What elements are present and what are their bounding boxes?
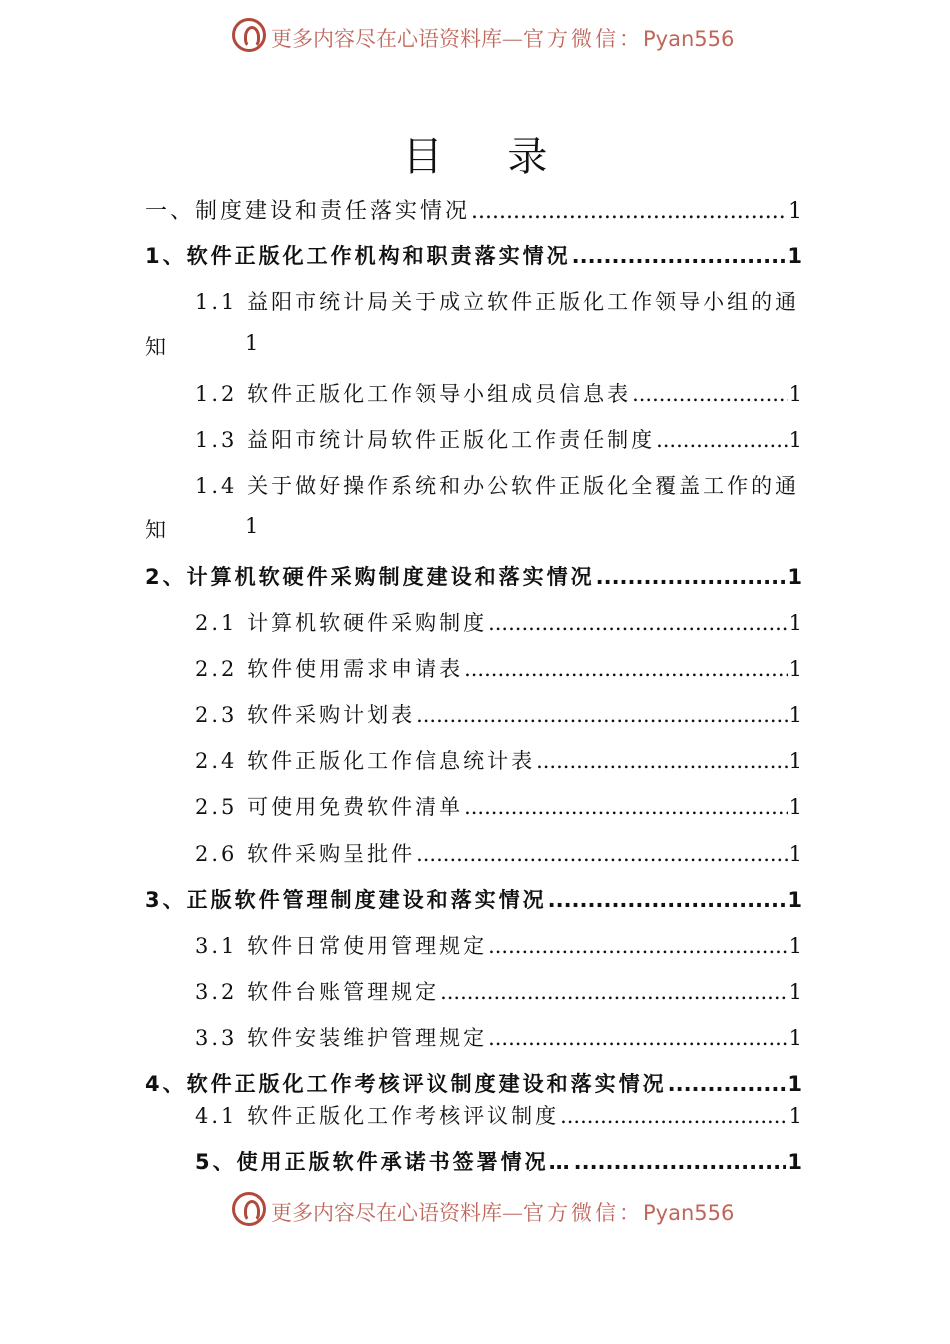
toc-entry[interactable]: 3.1 软件日常使用管理规定 ..... 1: [195, 930, 805, 960]
logo-icon: [232, 18, 266, 52]
watermark-id: Pyan556: [643, 1201, 735, 1225]
watermark-wechat-label: 官方微信：: [523, 27, 643, 51]
watermark-text: 更多内容尽在心语资料库: [271, 1201, 502, 1225]
toc-entry[interactable]: 3.3 软件安装维护管理规定 ..... 1: [195, 1022, 805, 1052]
logo-icon: [232, 1192, 266, 1226]
toc-entry[interactable]: 3、正版软件管理制度建设和落实情况 ..... 1: [145, 884, 805, 914]
toc-entry[interactable]: 4.1 软件正版化工作考核评议制度 ..... 1: [195, 1100, 805, 1130]
toc-entry[interactable]: 2.3 软件采购计划表 ..... 1: [195, 699, 805, 729]
toc-entry[interactable]: 2.5 可使用免费软件清单 ..... 1: [195, 791, 805, 821]
toc-entry[interactable]: 5、使用正版软件承诺书签署情况… ..... 1: [195, 1146, 805, 1176]
toc-entry[interactable]: 1.4 关于做好操作系统和办公软件正版化全覆盖工作的通: [195, 474, 800, 498]
watermark-header: [0, 16, 950, 56]
watermark-separator: —: [502, 27, 523, 51]
watermark-wechat-label: 官方微信：: [523, 1201, 643, 1225]
toc-entry[interactable]: 1、软件正版化工作机构和职责落实情况 ..... 1: [145, 240, 805, 270]
toc-entry[interactable]: 2.1 计算机软硬件采购制度 ..... 1: [195, 607, 805, 637]
toc-entry[interactable]: 1.1 益阳市统计局关于成立软件正版化工作领导小组的通: [195, 290, 800, 314]
toc-entry-page: 1: [245, 331, 262, 355]
toc-entry-page: 1: [245, 514, 262, 538]
toc-entry[interactable]: 2.4 软件正版化工作信息统计表 ..... 1: [195, 745, 805, 775]
page-title: 目 录: [402, 134, 574, 180]
toc-entry[interactable]: 一、制度建设和责任落实情况 ..... 1: [145, 194, 805, 225]
toc-entry-cont: 知: [145, 518, 169, 542]
watermark-separator: —: [502, 1201, 523, 1225]
toc-entry[interactable]: 2.6 软件采购呈批件 ..... 1: [195, 838, 805, 868]
toc-entry[interactable]: 1.3 益阳市统计局软件正版化工作责任制度 ..... 1: [195, 424, 805, 454]
toc-entry[interactable]: 4、软件正版化工作考核评议制度建设和落实情况 ..... 1: [145, 1068, 805, 1098]
watermark-id: Pyan556: [643, 27, 735, 51]
toc-entry[interactable]: 2.2 软件使用需求申请表 ..... 1: [195, 653, 805, 683]
toc-entry-cont: 知: [145, 335, 169, 359]
watermark-footer: [0, 1190, 950, 1230]
toc-entry[interactable]: 1.2 软件正版化工作领导小组成员信息表 ..... 1: [195, 378, 805, 408]
toc-entry[interactable]: 3.2 软件台账管理规定 ..... 1: [195, 976, 805, 1006]
watermark-text: 更多内容尽在心语资料库: [271, 27, 502, 51]
toc-entry[interactable]: 2、计算机软硬件采购制度建设和落实情况 ..... 1: [145, 561, 805, 591]
